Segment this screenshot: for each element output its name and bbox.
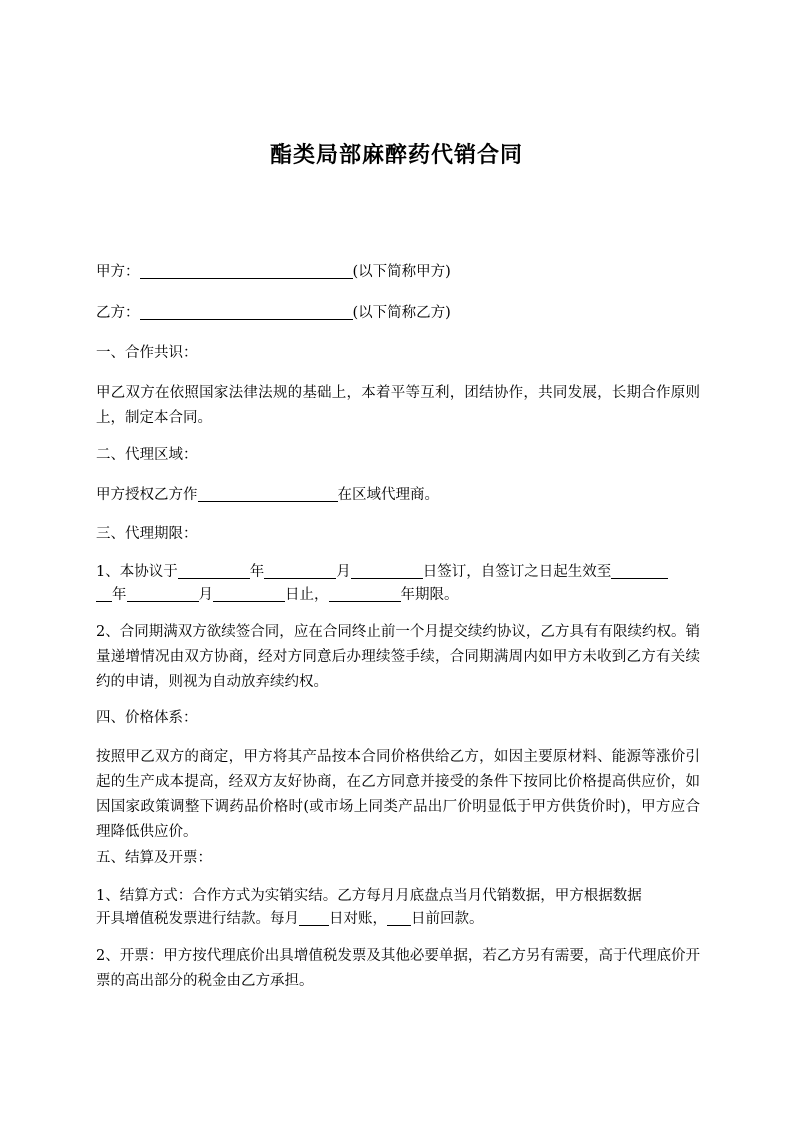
section-3-heading: 三、代理期限：: [96, 526, 198, 542]
agency-region-blank[interactable]: [198, 485, 338, 502]
section-1-text: 甲乙双方在依照国家法律法规的基础上，本着平等互利，团结协作，共同发展，长期合作原则上，制定本合同。: [96, 385, 700, 426]
document-title: 酯类局部麻醉药代销合同: [269, 143, 523, 168]
end-month-blank[interactable]: [127, 585, 199, 602]
party-a-blank[interactable]: [140, 262, 353, 279]
section-4-heading: 四、价格体系：: [96, 710, 198, 726]
party-b-label: 乙方：: [96, 305, 140, 321]
party-b-suffix: (以下简称乙方): [352, 305, 451, 321]
end-month-label: 月: [198, 587, 213, 603]
payment-day-blank[interactable]: [387, 909, 411, 926]
section-5-item-2: 2、开票：甲方按代理底价出具增值税发票及其他必要单据，若乙方另有需要，高于代理底价开票的高出部分的税金由乙方承担。: [96, 948, 700, 989]
section-3-item-1-line-2: [96, 583, 700, 608]
end-year-blank-part-1[interactable]: [611, 562, 668, 579]
section-2-line: [96, 483, 700, 508]
party-a-label: 甲方：: [96, 264, 140, 280]
section-3-item-1-prefix: 1、本协议于: [96, 564, 178, 580]
sign-day-blank[interactable]: [351, 562, 423, 579]
section-3-item-2: 2、合同期满双方欲续签合同，应在合同终止前一个月提交续约协议，乙方具有有限续约权。销量递增情况由双方协商，经对方同意后办理续签手续，合同期满周内如甲方未收到乙方有关续约的申请，则视为自动放弃续约权。: [96, 624, 700, 690]
sign-year-blank[interactable]: [178, 562, 250, 579]
section-4-text: 按照甲乙双方的商定，甲方将其产品按本合同价格供给乙方，如因主要原材料、能源等涨价引起的生产成本提高，经双方友好协商，在乙方同意并接受的条件下按同比价格提高供应价，如因国家政策调整下调药品价格时(或市场上同类产品出厂价明显低于甲方供货价时)，甲方应合理降低供应价。: [96, 749, 700, 840]
section-2-suffix: 在区域代理商。: [337, 487, 439, 503]
section-5-item-1-prefix: 开具增值税发票进行结款。每月: [96, 911, 299, 927]
term-end-text: 年期限。: [400, 587, 459, 603]
section-5-heading: 五、结算及开票：: [96, 850, 212, 866]
party-a-line: [96, 260, 700, 285]
party-a-suffix: (以下简称甲方): [352, 264, 451, 280]
term-years-blank[interactable]: [329, 585, 401, 602]
reconcile-text: 日对账，: [329, 911, 387, 927]
sign-month-blank[interactable]: [264, 562, 336, 579]
section-2-heading: 二、代理区域：: [96, 447, 198, 463]
payment-text: 日前回款。: [411, 911, 484, 927]
end-day-text: 日止，: [285, 587, 329, 603]
end-year-blank-part-2[interactable]: [96, 585, 112, 602]
section-2-prefix: 甲方授权乙方作: [96, 487, 198, 503]
year-label: 年: [249, 564, 265, 580]
party-b-line: [96, 301, 700, 326]
reconcile-day-blank[interactable]: [299, 909, 329, 926]
month-label: 月: [336, 564, 351, 580]
end-year-label: 年: [112, 587, 127, 603]
end-day-blank[interactable]: [213, 585, 285, 602]
section-5-item-1-line-2: [96, 907, 700, 932]
section-3-item-1-line-1: [96, 560, 700, 585]
party-b-blank[interactable]: [140, 303, 353, 320]
section-1-heading: 一、合作共识：: [96, 345, 198, 361]
section-5-item-1-line-1: 1、结算方式：合作方式为实销实结。乙方每月月底盘点当月代销数据，甲方根据数据: [96, 888, 642, 904]
signed-text: 日签订，自签订之日起生效至: [422, 564, 612, 580]
